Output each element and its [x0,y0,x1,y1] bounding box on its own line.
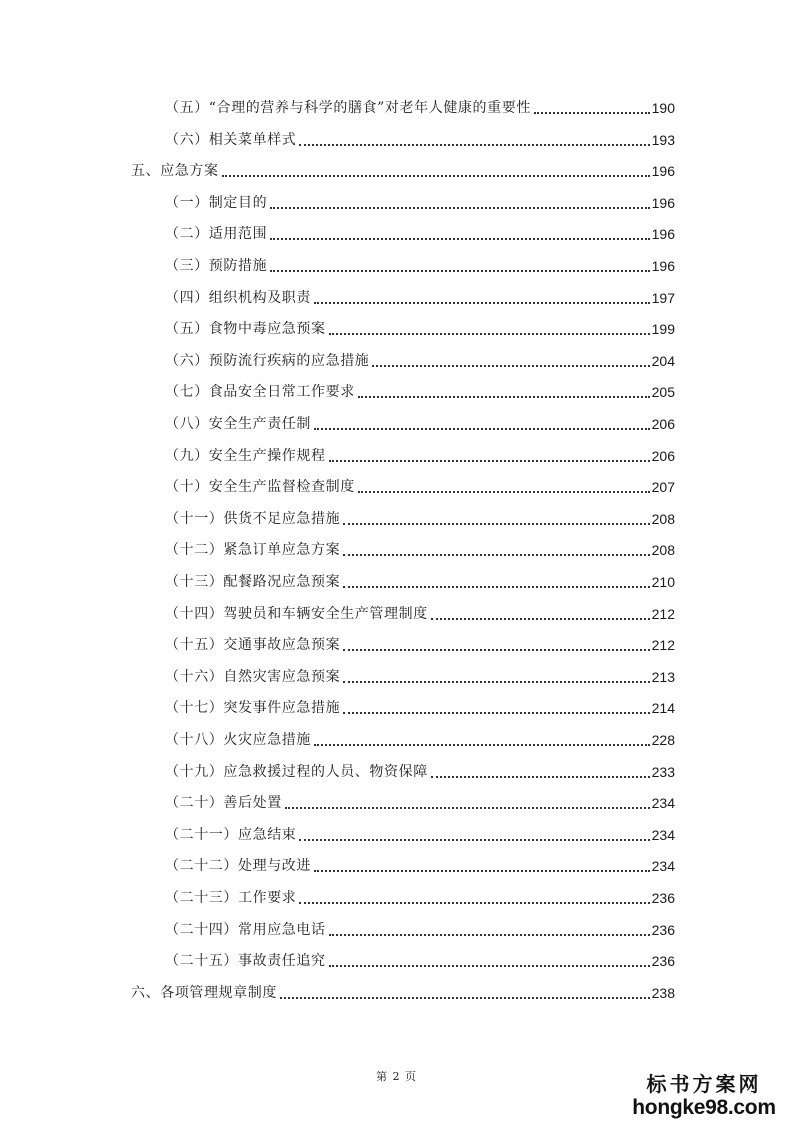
watermark-name: 标书方案网 [646,1072,762,1096]
toc-entry-page-number: 206 [651,448,675,464]
toc-entry-title: （二十四）常用应急电话 [165,922,326,938]
toc-entry[interactable] [165,792,675,814]
toc-dot-leader [343,649,649,651]
toc-dot-leader [534,112,650,114]
toc-entry[interactable] [165,129,675,151]
toc-entry-title: （三）预防措施 [165,258,268,274]
toc-entry[interactable] [165,855,675,877]
toc-dot-leader [314,428,650,430]
toc-entry-title: （六）预防流行疾病的应急措施 [165,353,370,369]
toc-dot-leader [431,618,650,620]
toc-entry-page-number: 197 [651,290,675,306]
toc-entry[interactable] [165,539,675,561]
toc-entry-page-number: 214 [651,700,675,716]
toc-dot-leader [222,175,650,177]
toc-entry-page-number: 234 [651,795,675,811]
toc-entry-page-number: 204 [651,353,675,369]
toc-entry[interactable] [165,223,675,245]
toc-dot-leader [343,554,649,556]
toc-dot-leader [299,839,649,841]
toc-dot-leader [285,807,650,809]
toc-dot-leader [329,965,650,967]
toc-entry[interactable] [165,603,675,625]
toc-entry-page-number: 193 [651,132,675,148]
toc-entry-title: （二十二）处理与改进 [165,858,311,874]
toc-entry-page-number: 190 [651,100,675,116]
toc-dot-leader [314,302,650,304]
toc-entry-title: （四）组织机构及职责 [165,290,311,306]
toc-entry[interactable] [165,192,675,214]
toc-entry-title: （十五）交通事故应急预案 [165,637,341,653]
toc-entry-title: （二十三）工作要求 [165,890,297,906]
toc-entry[interactable] [165,476,675,498]
toc-dot-leader [329,460,650,462]
toc-entry-title: 六、各项管理规章制度 [131,985,277,1001]
toc-entry[interactable] [131,160,675,182]
toc-entry[interactable] [165,666,675,688]
toc-entry-title: （十三）配餐路况应急预案 [165,574,341,590]
toc-entry[interactable] [165,761,675,783]
toc-entry-page-number: 212 [651,606,675,622]
toc-entry-title: （二十）善后处置 [165,795,282,811]
toc-entry-page-number: 236 [651,890,675,906]
toc-entry[interactable] [165,255,675,277]
toc-entry[interactable] [165,729,675,751]
toc-entry[interactable] [165,381,675,403]
page-footer: 第 2 页 [376,1070,417,1083]
toc-entry-title: （九）安全生产操作规程 [165,448,326,464]
toc-entry[interactable] [131,982,675,1004]
toc-entry[interactable] [165,318,675,340]
toc-entry-title: （二十一）应急结束 [165,827,297,843]
toc-entry-title: （十七）突发事件应急措施 [165,700,341,716]
toc-entry[interactable] [165,413,675,435]
toc-entry[interactable] [165,824,675,846]
toc-dot-leader [280,997,650,999]
toc-entry-title: （十二）紧急订单应急方案 [165,542,341,558]
toc-entry-page-number: 208 [651,511,675,527]
toc-dot-leader [372,365,649,367]
watermark-url: hongke98.com [632,1096,776,1119]
toc-dot-leader [431,776,650,778]
toc-entry-title: （十）安全生产监督检查制度 [165,479,355,495]
toc-entry-page-number: 233 [651,764,675,780]
toc-dot-leader [343,712,649,714]
toc-entry-title: （十一）供货不足应急措施 [165,511,341,527]
toc-dot-leader [299,144,649,146]
toc-entry-title: （五）食物中毒应急预案 [165,321,326,337]
toc-entry-page-number: 207 [651,479,675,495]
watermark-logo [629,1072,779,1120]
toc-entry-title: （二）适用范围 [165,226,268,242]
toc-entry-page-number: 212 [651,637,675,653]
toc-entry-page-number: 196 [651,163,675,179]
toc-entry-page-number: 208 [651,542,675,558]
toc-entry[interactable] [165,445,675,467]
toc-entry-title: （二十五）事故责任追究 [165,953,326,969]
toc-entry-page-number: 236 [651,953,675,969]
toc-entry-page-number: 206 [651,416,675,432]
toc-dot-leader [358,396,650,398]
toc-entry[interactable] [165,634,675,656]
toc-entry-title: （八）安全生产责任制 [165,416,311,432]
toc-dot-leader [314,870,650,872]
toc-dot-leader [358,491,650,493]
toc-entry-title: （十九）应急救援过程的人员、物资保障 [165,764,428,780]
toc-dot-leader [270,238,649,240]
toc-entry-title: （十六）自然灾害应急预案 [165,669,341,685]
toc-entry-title: 五、应急方案 [131,163,219,179]
toc-entry[interactable] [165,571,675,593]
toc-entry-page-number: 236 [651,922,675,938]
toc-entry-title: （五）“合理的营养与科学的膳食”对老年人健康的重要性 [165,100,531,116]
toc-dot-leader [343,586,649,588]
toc-dot-leader [343,523,649,525]
toc-entry[interactable] [165,287,675,309]
toc-dot-leader [329,934,650,936]
toc-entry[interactable] [165,697,675,719]
toc-entry-page-number: 234 [651,858,675,874]
toc-dot-leader [299,902,649,904]
toc-dot-leader [270,270,649,272]
toc-entry[interactable] [165,508,675,530]
toc-entry[interactable] [165,887,675,909]
toc-entry-page-number: 228 [651,732,675,748]
toc-entry-page-number: 238 [651,985,675,1001]
toc-dot-leader [343,681,649,683]
toc-dot-leader [314,744,650,746]
toc-entry-page-number: 196 [651,226,675,242]
toc-entry[interactable] [165,97,675,119]
toc-entry-title: （七）食品安全日常工作要求 [165,384,355,400]
toc-entry-page-number: 196 [651,258,675,274]
toc-entry[interactable] [165,919,675,941]
toc-entry-page-number: 205 [651,384,675,400]
toc-entry-page-number: 199 [651,321,675,337]
toc-entry[interactable] [165,950,675,972]
toc-entry-title: （十八）火灾应急措施 [165,732,311,748]
toc-entry[interactable] [165,350,675,372]
toc-dot-leader [270,207,649,209]
toc-entry-title: （一）制定目的 [165,195,268,211]
toc-entry-page-number: 210 [651,574,675,590]
toc-dot-leader [329,333,650,335]
toc-entry-title: （六）相关菜单样式 [165,132,297,148]
toc-entry-page-number: 213 [651,669,675,685]
toc-entry-page-number: 234 [651,827,675,843]
toc-entry-title: （十四）驾驶员和车辆安全生产管理制度 [165,606,428,622]
toc-entry-page-number: 196 [651,195,675,211]
